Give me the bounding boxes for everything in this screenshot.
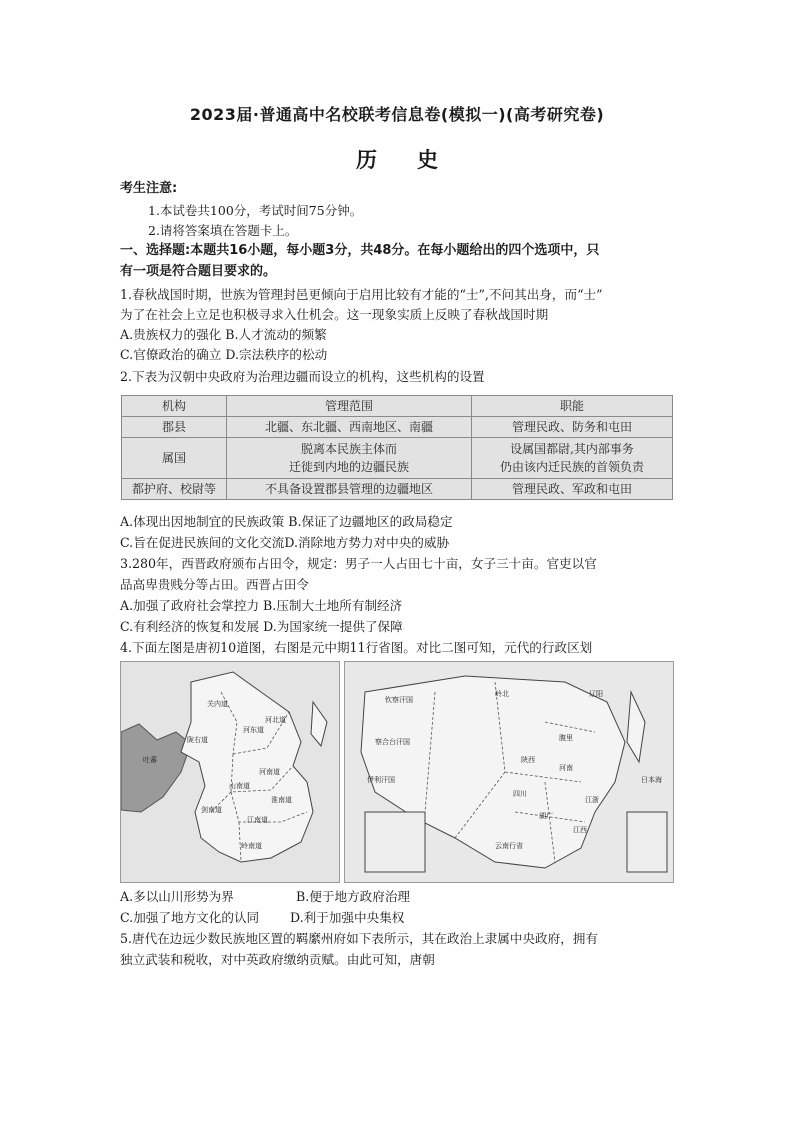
map-label: 关内道	[207, 700, 228, 708]
table-cell-line: 仍由该内迁民族的首领负责	[499, 460, 644, 474]
table-cell-line: 迁徙到内地的边疆民族	[288, 460, 409, 474]
map-label: 江南道	[247, 816, 268, 824]
q3-stem: 3.280年，西晋政府颁布占田令，规定：男子一人占田七十亩，女子三十亩。官吏以官	[120, 556, 597, 571]
map-label: 云南行省	[495, 842, 523, 850]
table-header-row	[122, 396, 673, 417]
map-label: 江西	[573, 826, 587, 834]
yuan-map	[344, 661, 674, 883]
map-label: 辽阳	[589, 690, 603, 698]
q3-options: C.有利经济的恢复和发展 D.为国家统一提供了保障	[120, 619, 403, 634]
table-row	[122, 417, 673, 438]
map-label: 淮南道	[271, 796, 292, 804]
table-row	[122, 479, 673, 500]
inset-map	[627, 812, 667, 872]
map-label: 河东道	[243, 726, 264, 734]
map-label: 察合台汗国	[375, 738, 410, 746]
map-label: 河南道	[259, 768, 280, 776]
q4-option-c: C.加强了地方文化的认同	[120, 910, 260, 925]
table-header: 职能	[472, 396, 673, 417]
subject-title: 历史	[356, 148, 478, 172]
table-cell: 属国	[122, 438, 227, 479]
map-label: 陕西	[521, 756, 535, 764]
map-label: 岭北	[495, 690, 509, 698]
tang-map	[120, 661, 340, 883]
q2-options: A.体现出因地制宜的民族政策 B.保证了边疆地区的政局稳定	[120, 514, 453, 529]
map-label: 山南道	[229, 782, 250, 790]
map-label: 岭南道	[241, 842, 262, 850]
q1-options: C.官僚政治的确立 D.宗法秩序的松动	[120, 347, 328, 362]
map-label: 日本海	[641, 776, 662, 784]
map-label: 江浙	[585, 796, 599, 804]
yuan-map-drawing	[345, 662, 673, 882]
table-cell	[472, 438, 673, 479]
table-cell: 北疆、东北疆、西南地区、南疆	[227, 417, 472, 438]
q3-stem: 品高卑贵贱分等占田。西晋占田令	[120, 577, 309, 592]
q4-option-d: D.利于加强中央集权	[290, 910, 405, 925]
table-cell-line: 设属国都尉,其内部事务	[510, 442, 634, 456]
map-label: 腹里	[559, 734, 573, 742]
q4-option-a: A.多以山川形势为界	[120, 889, 234, 904]
map-label: 河北道	[265, 716, 286, 724]
map-label: 陇右道	[187, 736, 208, 744]
map-label: 河南	[559, 764, 573, 772]
section-heading: 有一项是符合题目要求的。	[120, 264, 277, 279]
q4-stem: 4.下面左图是唐初10道图，右图是元中期11行省图。对比二图可知，元代的行政区划	[120, 640, 593, 655]
table-row	[122, 438, 673, 479]
table-cell: 都护府、校尉等	[122, 479, 227, 500]
map-label: 四川	[513, 790, 527, 798]
q5-stem: 5.唐代在边远少数民族地区置的羁縻州府如下表所示，其在政治上隶属中央政府，拥有	[120, 931, 598, 946]
table-header: 管理范围	[227, 396, 472, 417]
exam-title: 2023届·普通高中名校联考信息卷(模拟一)(高考研究卷)	[189, 105, 605, 124]
tang-map-drawing	[121, 662, 339, 882]
table-cell	[227, 438, 472, 479]
table-cell-line: 脱离本民族主体而	[300, 442, 397, 456]
q1-stem: 1.春秋战国时期，世族为管理封邑更倾向于启用比较有才能的“士”,不问其出身，而“士”	[120, 287, 603, 302]
map-label: 剑南道	[201, 806, 222, 814]
table-cell: 不具备设置郡县管理的边疆地区	[227, 479, 472, 500]
notice-heading: 考生注意:	[120, 181, 178, 196]
q1-stem: 为了在社会上立足也积极寻求入仕机会。这一现象实质上反映了春秋战国时期	[120, 307, 549, 322]
table-cell: 管理民政、军政和屯田	[472, 479, 673, 500]
table-header: 机构	[122, 396, 227, 417]
table-cell: 郡县	[122, 417, 227, 438]
q2-options: C.旨在促进民族间的文化交流D.消除地方势力对中央的威胁	[120, 535, 450, 550]
q3-options: A.加强了政府社会掌控力 B.压制大土地所有制经济	[120, 598, 403, 613]
notice-item: 1.本试卷共100分，考试时间75分钟。	[148, 203, 363, 218]
q2-stem: 2.下表为汉朝中央政府为治理边疆而设立的机构，这些机构的设置	[120, 369, 485, 384]
inset-map	[365, 812, 425, 872]
section-heading: 一、选择题:本题共16小题，每小题3分，共48分。在每小题给出的四个选项中，只	[120, 243, 600, 258]
table-cell: 管理民政、防务和屯田	[472, 417, 673, 438]
map-label: 钦察汗国	[385, 696, 413, 704]
q2-table	[121, 395, 673, 500]
notice-item: 2.请将答案填在答题卡上。	[148, 223, 298, 238]
q4-option-b: B.便于地方政府治理	[296, 889, 411, 904]
map-label: 伊利汗国	[367, 776, 395, 784]
map-label: 湖广	[539, 812, 553, 820]
q1-options: A.贵族权力的强化 B.人才流动的频繁	[120, 327, 327, 342]
q5-stem: 独立武装和税收，对中英政府缴纳贡赋。由此可知，唐朝	[120, 952, 435, 967]
map-label: 吐蕃	[143, 756, 157, 764]
